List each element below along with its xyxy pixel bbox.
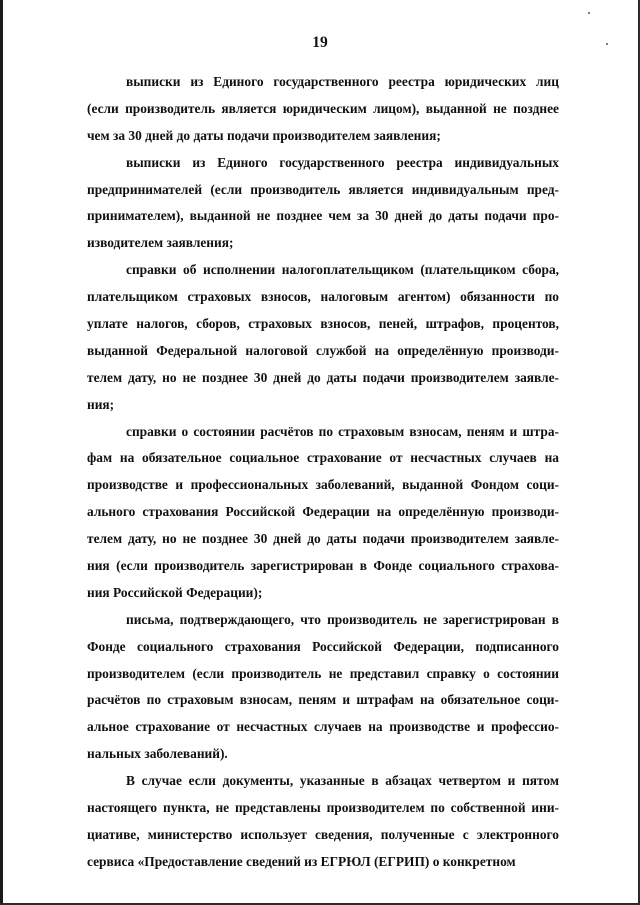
text-line: настоящего пункта, не представлены производителем по собственной ини- — [87, 800, 559, 816]
text-line: ния Российской Федерации); — [87, 584, 263, 600]
text-line: выданной Федеральной налоговой службой на определённую производи- — [87, 342, 559, 358]
text-line: циативе, министерство использует сведения, полученные с электронного — [87, 826, 559, 842]
text-line: Фонде социального страхования Российской Федерации, подписанного — [87, 638, 559, 654]
text-line: справки об исполнении налогоплательщиком (плательщиком сбора, — [126, 262, 559, 278]
text-line: ния; — [87, 396, 115, 412]
text-line: чем за 30 дней до даты подачи производителем заявления; — [87, 127, 441, 143]
text-line: фам на обязательное социальное страхование от несчастных случаев на — [87, 450, 559, 466]
text-line: предпринимателей (если производитель является индивидуальным пред- — [87, 181, 559, 197]
scan-speck — [588, 12, 590, 14]
text-line: (если производитель является юридическим лицом), выданной не позднее — [87, 100, 559, 116]
text-line: изводителем заявления; — [87, 235, 234, 251]
paragraph-p1 — [87, 69, 559, 150]
paragraph-p2 — [87, 150, 559, 258]
text-line: производстве и профессиональных заболеваний, выданной Фондом соци- — [87, 477, 559, 493]
text-line: ния (если производитель зарегистрирован в Фонде социального страхова- — [87, 558, 559, 574]
text-line: справки о состоянии расчётов по страховым взносам, пеням и штра- — [126, 423, 559, 439]
text-line: письма, подтверждающего, что производитель не зарегистрирован в — [126, 611, 559, 627]
text-line: производителем (если производитель не представил справку о состоянии — [87, 665, 559, 681]
document-body — [87, 69, 559, 876]
text-line: В случае если документы, указанные в абзацах четвертом и пятом — [126, 773, 559, 789]
text-line: альное страхование от несчастных случаев на производстве и профессио- — [87, 719, 559, 735]
text-line: сервиса «Предоставление сведений из ЕГРЮЛ (ЕГРИП) о конкретном — [87, 853, 516, 869]
text-line: телем дату, но не позднее 30 дней до даты подачи производителем заявле- — [87, 531, 559, 547]
text-line: расчётов по страховым взносам, пеням и штрафам на обязательное соци- — [87, 692, 559, 708]
paragraph-p4 — [87, 419, 559, 607]
text-line: выписки из Единого государственного реестра юридических лиц — [126, 74, 559, 89]
text-line: принимателем), выданной не позднее чем за 30 дней до даты подачи про- — [87, 208, 559, 224]
scan-border-left — [0, 0, 3, 905]
text-line: ального страхования Российской Федерации на определённую производи- — [87, 504, 559, 520]
text-line: телем дату, но не позднее 30 дней до даты подачи производителем заявле- — [87, 369, 559, 385]
text-line: нальных заболеваний). — [87, 746, 228, 762]
page-number: 19 — [312, 34, 328, 51]
paragraph-p6 — [87, 768, 559, 876]
paragraph-p5 — [87, 607, 559, 768]
text-line: выписки из Единого государственного реестра индивидуальных — [126, 154, 559, 170]
text-line: уплате налогов, сборов, страховых взносов, пеней, штрафов, процентов, — [87, 316, 559, 332]
paragraph-p3 — [87, 257, 559, 418]
text-line: плательщиком страховых взносов, налоговым агентом) обязанности по — [87, 289, 559, 305]
